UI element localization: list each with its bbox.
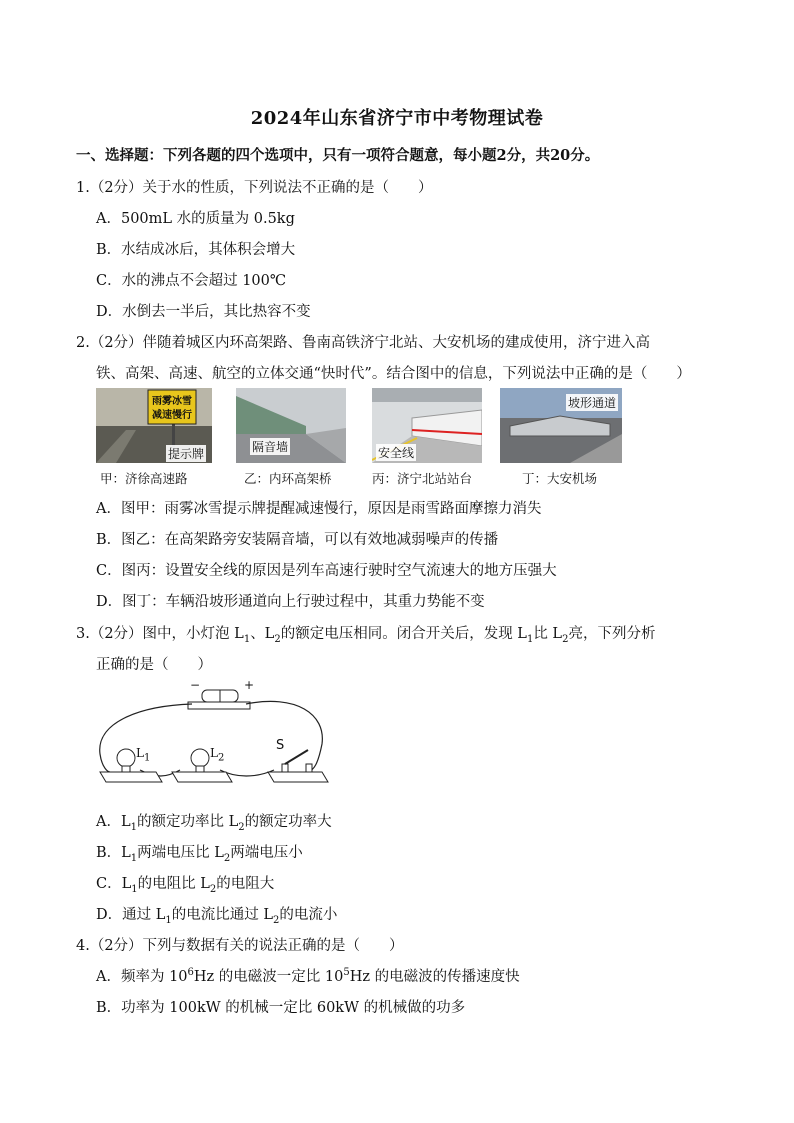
q3-option-a: A．$L_1$的额定功率比 $L_2$的额定功率大 bbox=[96, 814, 332, 833]
section-heading: 一、选择题：下列各题的四个选项中，只有一项符合题意，每小题2分，共20分。 bbox=[76, 147, 600, 164]
q1-option-c: C．水的沸点不会超过 100℃ bbox=[96, 273, 287, 289]
q2-stem-line1: 2.（2分）伴随着城区内环高架路、鲁南高铁济宁北站、大安机场的建成使用，济宁进入高 bbox=[76, 335, 651, 351]
q3-option-c: C．$L_1$的电阻比 $L_2$的电阻大 bbox=[96, 876, 275, 895]
q4-option-b: B．功率为 100kW 的机械一定比 60kW 的机械做的功多 bbox=[96, 1000, 466, 1016]
q1-option-b: B．水结成冰后，其体积会增大 bbox=[96, 242, 296, 258]
q2-option-d: D．图丁：车辆沿坡形通道向上行驶过程中，其重力势能不变 bbox=[96, 594, 485, 610]
q4-option-a: A．频率为 $10^6Hz$ 的电磁波一定比 $10^5Hz$ 的电磁波的传播速度快 bbox=[96, 967, 520, 985]
battery-negative-label: − bbox=[190, 678, 201, 692]
battery-positive-label: + bbox=[244, 678, 255, 692]
q2-stem-line2: 铁、高架、高速、航空的立体交通“快时代”。结合图中的信息，下列说法中正确的是（ ） bbox=[96, 366, 691, 382]
caption-bing: 丙：济宁北站站台 bbox=[372, 471, 473, 486]
photo-viaduct bbox=[236, 388, 346, 463]
q2-photo-strip bbox=[96, 388, 636, 488]
q3-stem-line2: 正确的是（ ） bbox=[96, 657, 212, 673]
label-sign: 提示牌 bbox=[168, 447, 205, 461]
q4-stem: 4.（2分）下列与数据有关的说法正确的是（ ） bbox=[76, 938, 404, 954]
q1-stem: 1.（2分）关于水的性质，下列说法不正确的是（ ） bbox=[76, 180, 433, 196]
switch-label: S bbox=[276, 738, 285, 753]
sign-text-line1: 雨雾冰雪 bbox=[152, 396, 192, 407]
q1-option-d: D．水倒去一半后，其比热容不变 bbox=[96, 304, 311, 320]
photo-airport bbox=[500, 388, 622, 463]
q3-stem-line1: 3.（2分）图中，小灯泡 $L_1$、$L_2$的额定电压相同。闭合开关后，发现 $L_1$比 $L_2$亮，下列分析 bbox=[76, 626, 656, 645]
caption-jia: 甲：济徐高速路 bbox=[100, 471, 188, 486]
bulb-l1-label: $L_1$ bbox=[136, 746, 151, 764]
bulb-l2-label: $L_2$ bbox=[210, 746, 225, 764]
caption-yi: 乙：内环高架桥 bbox=[244, 471, 332, 486]
photo-highway bbox=[96, 388, 212, 463]
q3-option-b: B．$L_1$两端电压比 $L_2$两端电压小 bbox=[96, 845, 303, 864]
q3-option-d: D．通过 $L_1$的电流比通过 $L_2$的电流小 bbox=[96, 907, 338, 926]
label-sound-wall: 隔音墙 bbox=[252, 440, 289, 454]
page-title: 2024年山东省济宁市中考物理试卷 bbox=[250, 108, 544, 129]
photo-platform bbox=[372, 388, 482, 463]
label-ramp: 坡形通道 bbox=[568, 396, 617, 410]
caption-ding: 丁：大安机场 bbox=[522, 471, 598, 486]
label-safety-line: 安全线 bbox=[378, 446, 415, 460]
q3-circuit-diagram bbox=[96, 678, 336, 784]
sign-text-line2: 减速慢行 bbox=[152, 410, 192, 421]
q1-option-a: A．500mL 水的质量为 0.5kg bbox=[96, 211, 295, 227]
q2-option-a: A．图甲：雨雾冰雪提示牌提醒减速慢行，原因是雨雪路面摩擦力消失 bbox=[96, 501, 542, 517]
q2-option-c: C．图丙：设置安全线的原因是列车高速行驶时空气流速大的地方压强大 bbox=[96, 563, 557, 579]
q2-option-b: B．图乙：在高架路旁安装隔音墙，可以有效地减弱噪声的传播 bbox=[96, 532, 499, 548]
